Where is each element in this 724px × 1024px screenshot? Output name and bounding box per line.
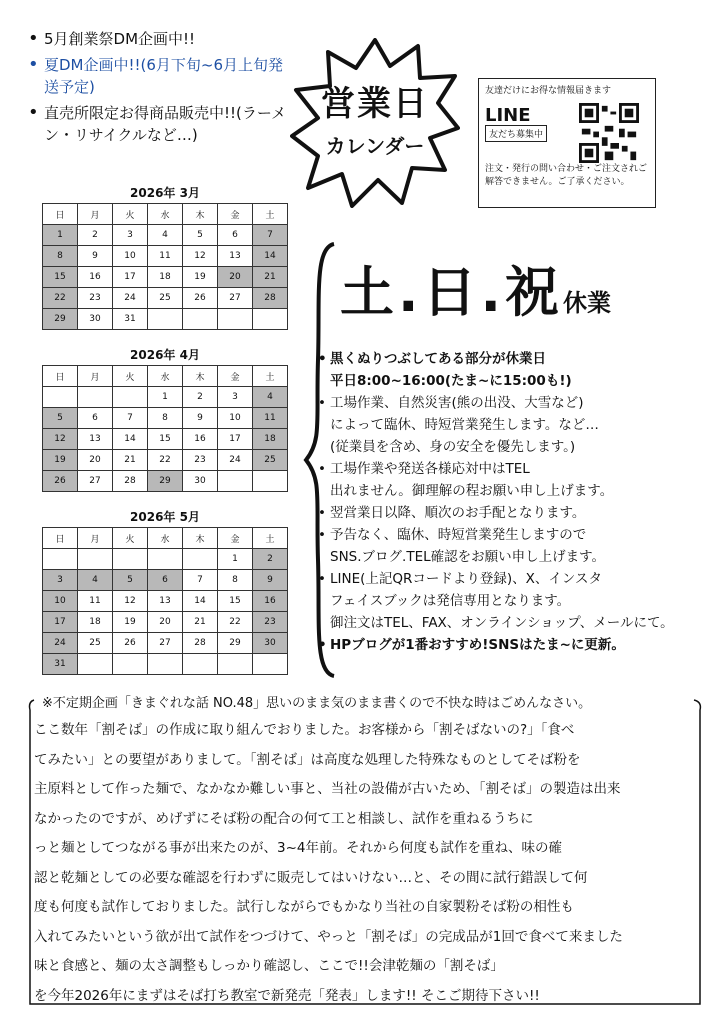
weekday-cell: 水 xyxy=(148,366,183,387)
day-cell: 15 xyxy=(43,267,78,288)
day-cell: 26 xyxy=(43,471,78,492)
week-row xyxy=(43,450,288,471)
day-cell xyxy=(218,471,253,492)
day-cell: 23 xyxy=(183,450,218,471)
weekday-row xyxy=(43,366,288,387)
day-cell: 4 xyxy=(253,387,288,408)
day-cell xyxy=(43,549,78,570)
week-row xyxy=(43,225,288,246)
day-cell: 31 xyxy=(43,654,78,675)
weekday-cell: 水 xyxy=(148,204,183,225)
week-row xyxy=(43,267,288,288)
day-cell: 29 xyxy=(218,633,253,654)
day-cell: 10 xyxy=(43,591,78,612)
info-note-line: SNS.ブログ.TEL確認をお願い申し上げます。 xyxy=(330,549,606,565)
weekday-cell: 土 xyxy=(253,528,288,549)
weekday-cell: 土 xyxy=(253,366,288,387)
week-row xyxy=(43,654,288,675)
day-cell xyxy=(78,654,113,675)
weekday-cell: 土 xyxy=(253,204,288,225)
info-note-line: • 工場作業、自然災害(熊の出没、大雪など) xyxy=(318,392,710,414)
weekday-cell: 月 xyxy=(78,528,113,549)
day-cell: 24 xyxy=(218,450,253,471)
day-cell: 30 xyxy=(183,471,218,492)
info-note-line: • HPブログが1番おすすめ!SNSはたま~に更新。 xyxy=(318,634,710,656)
day-cell: 3 xyxy=(218,387,253,408)
week-row xyxy=(43,471,288,492)
weekday-cell: 金 xyxy=(218,366,253,387)
day-cell: 13 xyxy=(218,246,253,267)
day-cell xyxy=(183,549,218,570)
day-cell: 18 xyxy=(253,429,288,450)
calendar-grid xyxy=(42,203,288,330)
calendar-month-title: 2026年 4月 xyxy=(130,348,200,362)
weekday-cell: 木 xyxy=(183,528,218,549)
day-cell: 15 xyxy=(148,429,183,450)
info-note-line: 平日8:00~16:00(たま~に15:00も!) xyxy=(330,373,572,389)
message-line: てみたい」との要望がありまして。「割そば」は高度な処理した特殊なものとしてそば粉を xyxy=(34,751,581,768)
day-cell: 4 xyxy=(148,225,183,246)
weekday-cell: 金 xyxy=(218,204,253,225)
message-body xyxy=(34,716,704,1011)
week-row xyxy=(43,246,288,267)
message-line: 主原料として作った麺で、なかなか難しい事と、当社の設備が古いため、「割そば」の製造は出来 xyxy=(34,781,621,797)
day-cell: 23 xyxy=(78,288,113,309)
day-cell: 28 xyxy=(253,288,288,309)
day-cell: 21 xyxy=(183,612,218,633)
day-cell: 18 xyxy=(78,612,113,633)
calendar-grid xyxy=(42,527,288,675)
calendar-month-title: 2026年 3月 xyxy=(130,186,200,200)
info-note-line: • LINE(上記QRコードより登録)、X、インスタ xyxy=(318,568,710,590)
weekday-row xyxy=(43,204,288,225)
day-cell: 21 xyxy=(113,450,148,471)
day-cell: 3 xyxy=(43,570,78,591)
info-note-line: (従業員を含め、身の安全を優先します。) xyxy=(330,439,576,455)
info-note-line: フェイスブックは発信専用となります。 xyxy=(330,593,571,609)
day-cell: 14 xyxy=(113,429,148,450)
message-line: 味と食感と、麺の太さ調整もしっかり確認し、ここで!!会津乾麺の「割そば」 xyxy=(34,958,504,974)
week-row xyxy=(43,429,288,450)
info-note-line: 御注文はTEL、FAX、オンラインショップ、メールにて。 xyxy=(330,615,674,631)
day-cell: 1 xyxy=(218,549,253,570)
day-cell: 27 xyxy=(218,288,253,309)
day-cell: 27 xyxy=(78,471,113,492)
day-cell: 9 xyxy=(253,570,288,591)
day-cell: 20 xyxy=(218,267,253,288)
calendar-month-title: 2026年 5月 xyxy=(130,510,200,524)
day-cell: 30 xyxy=(78,309,113,330)
week-row xyxy=(43,288,288,309)
day-cell: 28 xyxy=(183,633,218,654)
day-cell: 26 xyxy=(113,633,148,654)
calendar-subtitle: カレンダー xyxy=(325,134,425,158)
day-cell: 9 xyxy=(183,408,218,429)
calendar-april xyxy=(42,345,288,492)
day-cell xyxy=(113,654,148,675)
message-line: っと麺としてつながる事が出来たのが、3~4年前。それから何度も試作を重ね、味の確 xyxy=(34,840,562,856)
day-cell xyxy=(183,654,218,675)
week-row xyxy=(43,309,288,330)
day-cell: 21 xyxy=(253,267,288,288)
day-cell: 5 xyxy=(113,570,148,591)
day-cell: 10 xyxy=(218,408,253,429)
day-cell: 30 xyxy=(253,633,288,654)
line-logo: LINE xyxy=(485,105,531,126)
week-row xyxy=(43,612,288,633)
day-cell: 15 xyxy=(218,591,253,612)
day-cell: 25 xyxy=(253,450,288,471)
weekday-cell: 日 xyxy=(43,204,78,225)
line-note: 注文・発行の問い合わせ・ご注文されご解答できません。ご了承ください。 xyxy=(485,164,648,187)
day-cell: 20 xyxy=(78,450,113,471)
day-cell: 16 xyxy=(78,267,113,288)
day-cell: 19 xyxy=(183,267,218,288)
line-friends-label: 友だち募集中 xyxy=(485,125,547,142)
day-cell: 16 xyxy=(253,591,288,612)
info-note-line: 出れません。御理解の程お願い申し上げます。 xyxy=(330,483,614,499)
day-cell: 31 xyxy=(113,309,148,330)
note-item: • 5月創業祭DM企画中!! xyxy=(26,28,296,50)
week-row xyxy=(43,591,288,612)
day-cell xyxy=(218,309,253,330)
day-cell: 6 xyxy=(78,408,113,429)
info-note-line: • 予告なく、臨休、時短営業発生しますので xyxy=(318,524,710,546)
day-cell: 2 xyxy=(253,549,288,570)
day-cell: 29 xyxy=(43,309,78,330)
day-cell: 22 xyxy=(148,450,183,471)
day-cell xyxy=(78,549,113,570)
weekday-cell: 金 xyxy=(218,528,253,549)
week-row xyxy=(43,633,288,654)
day-cell: 14 xyxy=(183,591,218,612)
day-cell: 25 xyxy=(148,288,183,309)
day-cell: 7 xyxy=(183,570,218,591)
message-line: 度も何度も試作しておりました。試行しながらでもかなり当社の自家製粉そば粉の相性も xyxy=(34,899,574,915)
day-cell: 20 xyxy=(148,612,183,633)
day-cell: 18 xyxy=(148,267,183,288)
day-cell: 14 xyxy=(253,246,288,267)
day-cell: 12 xyxy=(43,429,78,450)
day-cell: 5 xyxy=(183,225,218,246)
title-burst xyxy=(290,38,460,208)
week-row xyxy=(43,408,288,429)
qr-code-icon[interactable] xyxy=(579,103,639,163)
calendar-may xyxy=(42,507,288,675)
day-cell: 29 xyxy=(148,471,183,492)
day-cell: 23 xyxy=(253,612,288,633)
day-cell: 13 xyxy=(78,429,113,450)
weekday-cell: 日 xyxy=(43,528,78,549)
day-cell: 24 xyxy=(43,633,78,654)
day-cell xyxy=(148,549,183,570)
day-cell: 25 xyxy=(78,633,113,654)
week-row xyxy=(43,570,288,591)
info-note-line: • 工場作業や発送各様応対中はTEL xyxy=(318,458,710,480)
day-cell: 7 xyxy=(253,225,288,246)
day-cell xyxy=(78,387,113,408)
day-cell: 12 xyxy=(183,246,218,267)
day-cell: 7 xyxy=(113,408,148,429)
top-notes xyxy=(26,28,296,150)
day-cell: 3 xyxy=(113,225,148,246)
message-heading: ※不定期企画「きまぐれな話 NO.48」思いのまま気のまま書くので不快な時はごめんなさい。 xyxy=(42,696,592,711)
closed-suffix: 休業 xyxy=(563,289,612,317)
day-cell: 27 xyxy=(148,633,183,654)
calendar-grid xyxy=(42,365,288,492)
weekday-cell: 日 xyxy=(43,366,78,387)
day-cell: 17 xyxy=(113,267,148,288)
line-box xyxy=(478,78,656,208)
day-cell xyxy=(218,654,253,675)
weekday-row xyxy=(43,528,288,549)
day-cell: 17 xyxy=(218,429,253,450)
day-cell: 24 xyxy=(113,288,148,309)
day-cell xyxy=(148,654,183,675)
day-cell: 8 xyxy=(148,408,183,429)
day-cell: 11 xyxy=(148,246,183,267)
day-cell: 22 xyxy=(218,612,253,633)
calendar-march xyxy=(42,183,288,330)
day-cell: 12 xyxy=(113,591,148,612)
day-cell: 17 xyxy=(43,612,78,633)
day-cell: 19 xyxy=(113,612,148,633)
weekday-cell: 木 xyxy=(183,204,218,225)
day-cell: 1 xyxy=(148,387,183,408)
weekday-cell: 火 xyxy=(113,366,148,387)
message-line: ここ数年「割そば」の作成に取り組んでおりました。お客様から「割そばないの?」「食べ xyxy=(34,722,575,738)
day-cell: 22 xyxy=(43,288,78,309)
week-row xyxy=(43,387,288,408)
message-line: を今年2026年にまずはそば打ち教室で新発売「発表」します!! そこご期待下さい!! xyxy=(34,987,540,1004)
day-cell: 5 xyxy=(43,408,78,429)
info-note-line: によって臨休、時短営業発生します。など… xyxy=(330,417,599,433)
weekday-cell: 火 xyxy=(113,528,148,549)
day-cell xyxy=(113,549,148,570)
day-cell xyxy=(183,309,218,330)
day-cell: 4 xyxy=(78,570,113,591)
day-cell: 1 xyxy=(43,225,78,246)
weekday-cell: 月 xyxy=(78,204,113,225)
day-cell: 9 xyxy=(78,246,113,267)
message-line: 認と乾麺としての必要な確認を行わずに販売してはいけない…と、その間に試行錯誤して何 xyxy=(34,869,588,886)
day-cell: 2 xyxy=(78,225,113,246)
day-cell xyxy=(253,654,288,675)
day-cell: 19 xyxy=(43,450,78,471)
closed-days-heading xyxy=(340,250,611,327)
weekday-cell: 水 xyxy=(148,528,183,549)
day-cell xyxy=(148,309,183,330)
day-cell xyxy=(43,387,78,408)
day-cell: 11 xyxy=(78,591,113,612)
day-cell: 8 xyxy=(218,570,253,591)
day-cell: 8 xyxy=(43,246,78,267)
day-cell: 26 xyxy=(183,288,218,309)
day-cell: 2 xyxy=(183,387,218,408)
weekday-cell: 木 xyxy=(183,366,218,387)
weekday-cell: 月 xyxy=(78,366,113,387)
note-item: • 直売所限定お得商品販売中!!(ラーメン・リサイクルなど…) xyxy=(26,102,296,146)
message-line: なかったのですが、めげずにそば粉の配合の何て工と相談し、試作を重ねるうちに xyxy=(34,810,534,827)
day-cell xyxy=(253,309,288,330)
week-row xyxy=(43,549,288,570)
day-cell xyxy=(253,471,288,492)
day-cell: 6 xyxy=(218,225,253,246)
weekday-cell: 火 xyxy=(113,204,148,225)
info-notes xyxy=(318,348,710,656)
day-cell: 13 xyxy=(148,591,183,612)
line-top-text: 友達だけにお得な情報届きます xyxy=(485,86,612,96)
info-note-line: • 翌営業日以降、順次のお手配となります。 xyxy=(318,502,710,524)
day-cell: 6 xyxy=(148,570,183,591)
calendar-title: 営業日 xyxy=(321,84,429,124)
day-cell: 10 xyxy=(113,246,148,267)
message-section xyxy=(24,686,706,1012)
day-cell: 16 xyxy=(183,429,218,450)
day-cell: 11 xyxy=(253,408,288,429)
info-note-line: • 黒くぬりつぶしてある部分が休業日 xyxy=(318,348,710,370)
note-item: • 夏DM企画中!!(6月下旬~6月上旬発送予定) xyxy=(26,54,296,98)
message-line: 入れてみたいという欲が出て試作をつづけて、やっと「割そば」の完成品が1回で食べて来ました xyxy=(34,928,623,945)
day-cell: 28 xyxy=(113,471,148,492)
closed-days: 土.日.祝 xyxy=(340,261,564,324)
day-cell xyxy=(113,387,148,408)
